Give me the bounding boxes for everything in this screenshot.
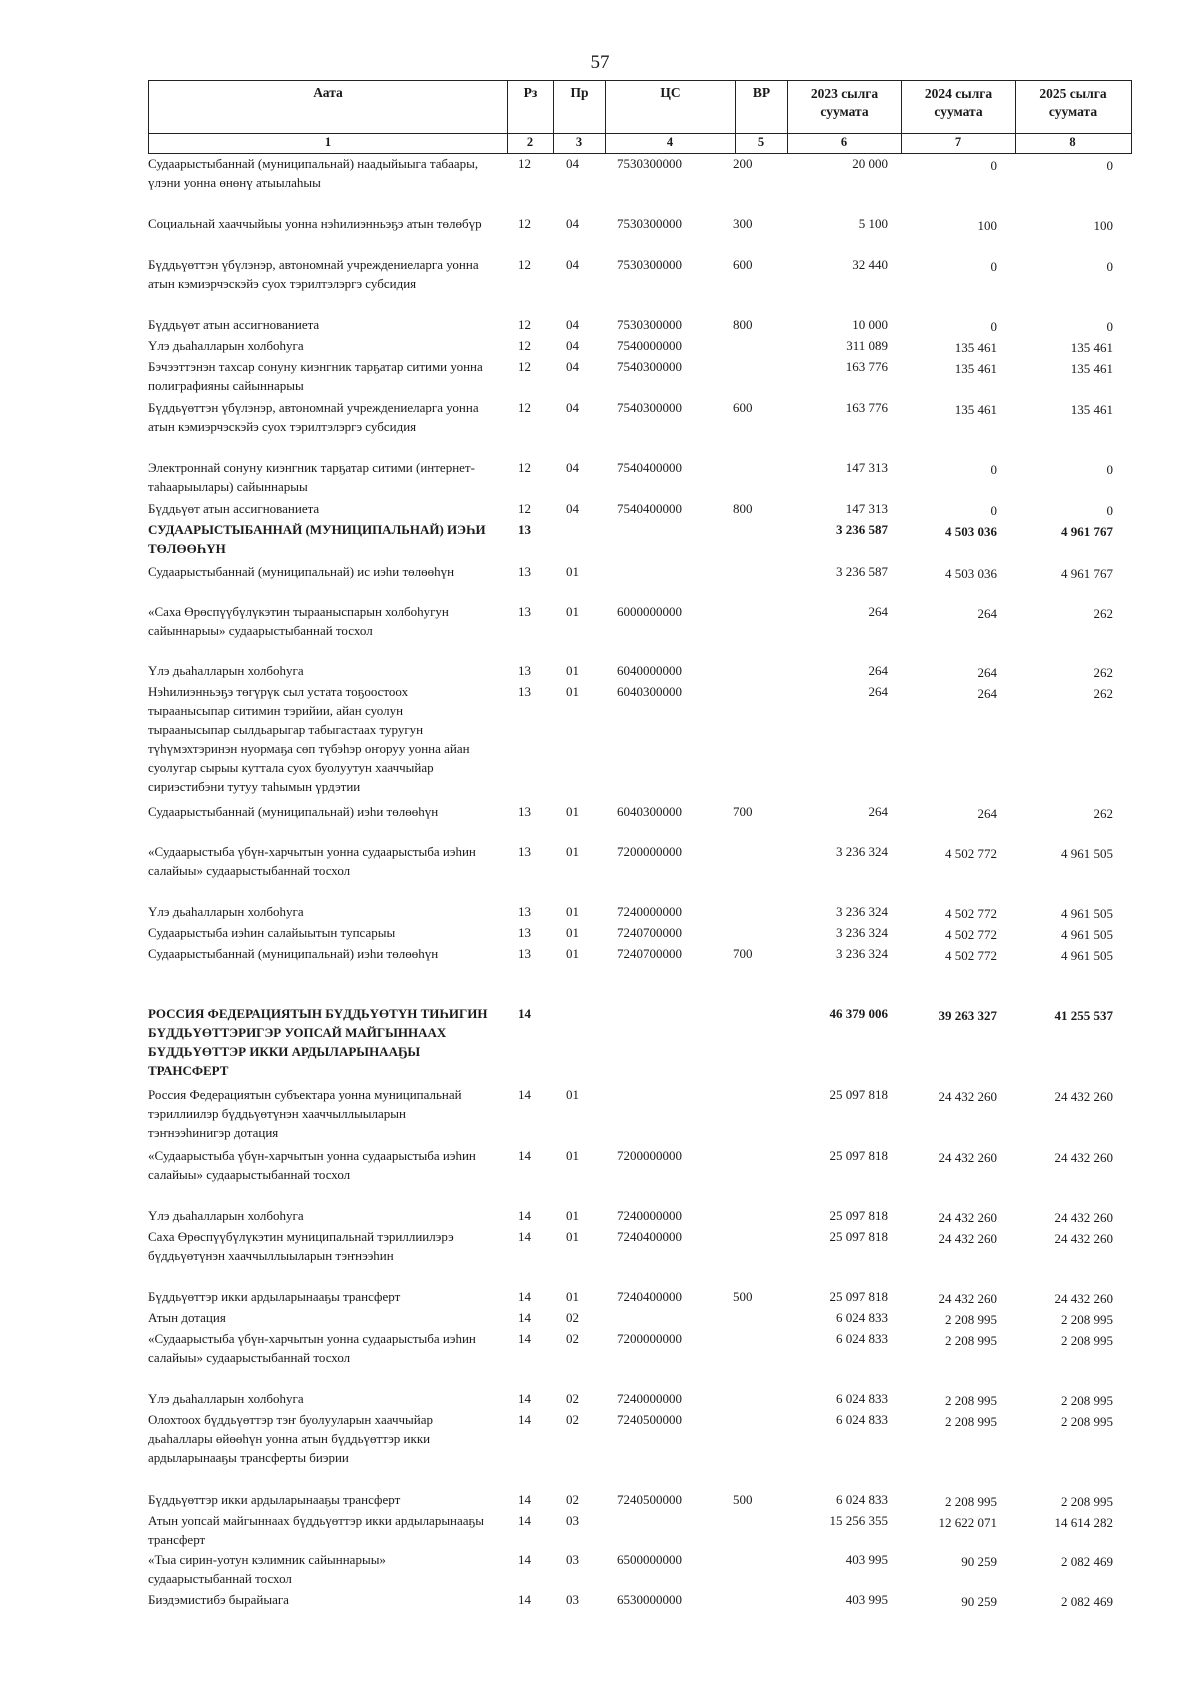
row-2023: 5 100 xyxy=(858,216,888,231)
row-2025: 2 208 995 xyxy=(1061,1312,1113,1327)
row-2024: 24 432 260 xyxy=(938,1150,997,1165)
row-2024: 2 208 995 xyxy=(945,1333,997,1348)
header-2025: 2025 сылга суумата xyxy=(1015,81,1130,153)
row-2024: 0 xyxy=(990,158,997,173)
row-name: Үлэ дьаһалларын холбоһуга xyxy=(148,1391,304,1406)
row-rz: 13 xyxy=(518,946,531,961)
row-2023: 15 256 355 xyxy=(829,1513,888,1528)
row-2025: 0 xyxy=(1106,503,1113,518)
row-name: Саха Өрөспүүбүлүкэтин муниципальнай тэриллиилэрэ бүддьүөтүнэн хааччыллыыларын тэҥнээһин xyxy=(148,1229,454,1263)
header-vr: ВР xyxy=(735,81,787,153)
row-cs: 7540300000 xyxy=(617,400,682,415)
row-pr: 03 xyxy=(566,1513,579,1528)
row-name: Үлэ дьаһалларын холбоһуга xyxy=(148,338,304,353)
row-name: Бүддьүөт атын ассигнованиета xyxy=(148,501,320,516)
row-cs: 7240000000 xyxy=(617,1208,682,1223)
row-pr: 02 xyxy=(566,1331,579,1346)
row-name: «Саха Өрөспүүбүлүкэтин тырааныспарын холбоһугун сайыннарыы» судаарыстыбаннай тосхол xyxy=(148,604,449,638)
row-rz: 14 xyxy=(518,1492,531,1507)
row-pr: 02 xyxy=(566,1391,579,1406)
row-rz: 12 xyxy=(518,501,531,516)
row-cs: 7540300000 xyxy=(617,359,682,374)
row-rz: 14 xyxy=(518,1552,531,1567)
row-name: Бүддьүөттэр икки ардыларынааҕы трансферт xyxy=(148,1492,401,1507)
row-name: «Судаарыстыба үбүн-харчытын уонна судаарыстыба иэһин салайыы» судаарыстыбаннай тосхол xyxy=(148,1331,476,1365)
row-2025: 24 432 260 xyxy=(1054,1089,1113,1104)
row-rz: 12 xyxy=(518,257,531,272)
row-2023: 264 xyxy=(868,604,888,619)
row-vr: 500 xyxy=(733,1492,753,1507)
row-pr: 04 xyxy=(566,501,579,516)
row-2025: 100 xyxy=(1093,218,1113,233)
row-2025: 4 961 505 xyxy=(1061,948,1113,963)
row-2023: 25 097 818 xyxy=(829,1229,888,1244)
row-cs: 7200000000 xyxy=(617,1148,682,1163)
row-cs: 7530300000 xyxy=(617,216,682,231)
row-cs: 6500000000 xyxy=(617,1552,682,1567)
row-name: Бүддьүөт атын ассигнованиета xyxy=(148,317,320,332)
row-2023: 163 776 xyxy=(845,400,888,415)
row-vr: 300 xyxy=(733,216,753,231)
row-pr: 01 xyxy=(566,946,579,961)
row-2025: 0 xyxy=(1106,462,1113,477)
row-pr: 04 xyxy=(566,359,579,374)
row-2024: 0 xyxy=(990,503,997,518)
row-cs: 7240500000 xyxy=(617,1492,682,1507)
row-pr: 01 xyxy=(566,1087,579,1102)
header-num-7: 7 xyxy=(954,135,962,149)
row-2025: 0 xyxy=(1106,158,1113,173)
header-num-6: 6 xyxy=(840,135,848,149)
row-2023: 147 313 xyxy=(845,501,888,516)
row-2025: 41 255 537 xyxy=(1054,1008,1113,1023)
row-rz: 14 xyxy=(518,1391,531,1406)
row-rz: 13 xyxy=(518,904,531,919)
row-2024: 0 xyxy=(990,462,997,477)
row-2024: 4 503 036 xyxy=(945,524,997,539)
row-2023: 3 236 587 xyxy=(836,564,888,579)
row-2023: 3 236 587 xyxy=(836,522,888,537)
row-2024: 4 502 772 xyxy=(945,906,997,921)
row-name: Судаарыстыба иэһин салайыытын тупсарыы xyxy=(148,925,396,940)
row-2024: 135 461 xyxy=(954,361,997,376)
row-2023: 6 024 833 xyxy=(836,1412,888,1427)
row-rz: 13 xyxy=(518,804,531,819)
row-name: Олохтоох бүддьүөттэр тэҥ буолууларын хааччыйар дьаһаллары өйөөһүн уонна атын бүддьүөттэр икки ардыларынааҕы трансферты биэрии xyxy=(148,1412,434,1465)
row-cs: 7240500000 xyxy=(617,1412,682,1427)
row-2023: 25 097 818 xyxy=(829,1208,888,1223)
row-name: Бүддьүөттэн үбүлэнэр, автономнай учреждениеларга уонна атын кэмиэрчэскэйэ суох тэрилтэлэргэ субсидия xyxy=(148,400,479,434)
row-2025: 262 xyxy=(1093,606,1113,621)
row-2024: 264 xyxy=(977,806,997,821)
row-name: «Тыа сирин-уотун кэлимник сайыннарыы» судаарыстыбаннай тосхол xyxy=(148,1552,386,1586)
row-2023: 3 236 324 xyxy=(836,904,888,919)
row-2023: 403 995 xyxy=(845,1552,888,1567)
row-rz: 14 xyxy=(518,1331,531,1346)
row-pr: 01 xyxy=(566,925,579,940)
row-cs: 7540400000 xyxy=(617,460,682,475)
row-rz: 14 xyxy=(518,1289,531,1304)
row-cs: 7540400000 xyxy=(617,501,682,516)
row-pr: 01 xyxy=(566,564,579,579)
row-2024: 4 502 772 xyxy=(945,927,997,942)
row-pr: 02 xyxy=(566,1310,579,1325)
row-2024: 2 208 995 xyxy=(945,1312,997,1327)
row-vr: 800 xyxy=(733,317,753,332)
row-2024: 4 502 772 xyxy=(945,846,997,861)
row-pr: 02 xyxy=(566,1492,579,1507)
row-pr: 04 xyxy=(566,156,579,171)
row-cs: 6040000000 xyxy=(617,663,682,678)
row-pr: 04 xyxy=(566,257,579,272)
row-pr: 03 xyxy=(566,1592,579,1607)
row-rz: 14 xyxy=(518,1310,531,1325)
header-num-5: 5 xyxy=(757,135,765,149)
row-2025: 4 961 505 xyxy=(1061,906,1113,921)
row-pr: 03 xyxy=(566,1552,579,1567)
row-name: Судаарыстыбаннай (муниципальнай) ис иэһи төлөөһүн xyxy=(148,564,455,579)
row-2023: 3 236 324 xyxy=(836,844,888,859)
row-2023: 3 236 324 xyxy=(836,925,888,940)
row-2024: 264 xyxy=(977,686,997,701)
row-2025: 2 208 995 xyxy=(1061,1414,1113,1429)
row-name: РОССИЯ ФЕДЕРАЦИЯТЫН БҮДДЬҮӨТҮН ТИҺИГИН БҮДДЬҮӨТТЭРИГЭР УОПСАЙ МАЙГЫННААХ БҮДДЬҮӨТТЭР ИККИ АРДЫЛАРЫНААҔЫ ТРАНСФЕРТ xyxy=(148,1006,488,1078)
row-vr: 700 xyxy=(733,804,753,819)
row-2025: 2 082 469 xyxy=(1061,1594,1113,1609)
row-2025: 135 461 xyxy=(1070,340,1113,355)
row-2025: 4 961 505 xyxy=(1061,846,1113,861)
row-rz: 13 xyxy=(518,844,531,859)
header-2023: 2023 сылга суумата xyxy=(787,81,901,153)
row-2024: 24 432 260 xyxy=(938,1089,997,1104)
row-2025: 24 432 260 xyxy=(1054,1150,1113,1165)
row-2024: 2 208 995 xyxy=(945,1414,997,1429)
row-name: Атын дотация xyxy=(148,1310,226,1325)
row-2025: 4 961 505 xyxy=(1061,927,1113,942)
row-rz: 13 xyxy=(518,925,531,940)
row-cs: 6530000000 xyxy=(617,1592,682,1607)
row-pr: 01 xyxy=(566,904,579,919)
row-cs: 7530300000 xyxy=(617,257,682,272)
row-rz: 12 xyxy=(518,400,531,415)
row-2025: 24 432 260 xyxy=(1054,1210,1113,1225)
row-rz: 14 xyxy=(518,1412,531,1427)
row-pr: 04 xyxy=(566,317,579,332)
row-2025: 14 614 282 xyxy=(1054,1515,1113,1530)
header-num-8: 8 xyxy=(1069,135,1076,149)
header-pr: Пр xyxy=(553,81,605,153)
row-2025: 0 xyxy=(1106,259,1113,274)
row-2023: 6 024 833 xyxy=(836,1492,888,1507)
row-2023: 6 024 833 xyxy=(836,1391,888,1406)
row-2024: 135 461 xyxy=(954,340,997,355)
row-name: Россия Федерациятын субъектара уонна муниципальнай тэриллиилэр бүддьүөтүнэн хааччыллыыларын тэҥнээһинигэр дотация xyxy=(148,1087,462,1140)
row-pr: 04 xyxy=(566,216,579,231)
row-vr: 600 xyxy=(733,400,753,415)
row-2024: 90 259 xyxy=(961,1594,997,1609)
row-2023: 25 097 818 xyxy=(829,1289,888,1304)
row-2025: 262 xyxy=(1093,665,1113,680)
row-rz: 12 xyxy=(518,156,531,171)
row-2024: 24 432 260 xyxy=(938,1291,997,1306)
row-2025: 24 432 260 xyxy=(1054,1231,1113,1246)
row-cs: 7540000000 xyxy=(617,338,682,353)
row-cs: 7240400000 xyxy=(617,1289,682,1304)
row-cs: 7240700000 xyxy=(617,946,682,961)
row-2023: 311 089 xyxy=(846,338,888,353)
row-pr: 02 xyxy=(566,1412,579,1427)
row-2024: 24 432 260 xyxy=(938,1231,997,1246)
row-2024: 264 xyxy=(977,665,997,680)
row-cs: 7240000000 xyxy=(617,904,682,919)
row-2023: 147 313 xyxy=(845,460,888,475)
row-2024: 39 263 327 xyxy=(938,1008,997,1023)
row-pr: 01 xyxy=(566,663,579,678)
row-2025: 0 xyxy=(1106,319,1113,334)
row-2023: 264 xyxy=(868,684,888,699)
row-2025: 2 082 469 xyxy=(1061,1554,1113,1569)
row-name: Үлэ дьаһалларын холбоһуга xyxy=(148,904,304,919)
row-rz: 12 xyxy=(518,338,531,353)
row-name: «Судаарыстыба үбүн-харчытын уонна судаарыстыба иэһин салайыы» судаарыстыбаннай тосхол xyxy=(148,1148,476,1182)
row-2023: 46 379 006 xyxy=(829,1006,888,1021)
row-2023: 32 440 xyxy=(852,257,888,272)
row-2025: 2 208 995 xyxy=(1061,1393,1113,1408)
header-num-1: 1 xyxy=(324,135,332,149)
row-vr: 700 xyxy=(733,946,753,961)
row-pr: 01 xyxy=(566,804,579,819)
row-cs: 7240400000 xyxy=(617,1229,682,1244)
row-2023: 6 024 833 xyxy=(836,1310,888,1325)
row-cs: 7240700000 xyxy=(617,925,682,940)
row-name: Үлэ дьаһалларын холбоһуга xyxy=(148,1208,304,1223)
row-cs: 7530300000 xyxy=(617,317,682,332)
row-name: Бүддьүөттэн үбүлэнэр, автономнай учреждениеларга уонна атын кэмиэрчэскэйэ суох тэрилтэлэргэ субсидия xyxy=(148,257,479,291)
row-rz: 13 xyxy=(518,663,531,678)
row-2025: 2 208 995 xyxy=(1061,1494,1113,1509)
row-name: Электроннай сонуну киэнгник тарҕатар ситими (интернет-таһаарыылары) сайыннарыы xyxy=(148,460,475,494)
row-2024: 90 259 xyxy=(961,1554,997,1569)
row-name: «Судаарыстыба үбүн-харчытын уонна судаарыстыба иэһин салайыы» судаарыстыбаннай тосхол xyxy=(148,844,476,878)
row-pr: 04 xyxy=(566,400,579,415)
row-rz: 13 xyxy=(518,684,531,699)
row-cs: 7530300000 xyxy=(617,156,682,171)
row-2025: 135 461 xyxy=(1070,361,1113,376)
row-name: СУДААРЫСТЫБАННАЙ (МУНИЦИПАЛЬНАЙ) ИЭҺИ ТӨЛӨӨҺҮН xyxy=(148,522,486,556)
row-2025: 262 xyxy=(1093,686,1113,701)
row-name: Судаарыстыбаннай (муниципальнай) наадыйыыга табаары, үлэни уонна өнөнү атыылаһыы xyxy=(148,156,479,190)
row-rz: 12 xyxy=(518,317,531,332)
row-name: Бэчээттэнэн тахсар сонуну киэнгник тарҕатар ситими уонна полиграфияны сайыннарыы xyxy=(148,359,483,393)
row-pr: 01 xyxy=(566,684,579,699)
row-rz: 14 xyxy=(518,1087,531,1102)
row-2023: 25 097 818 xyxy=(829,1087,888,1102)
row-2024: 4 502 772 xyxy=(945,948,997,963)
header-cs: ЦС xyxy=(605,81,735,153)
row-vr: 600 xyxy=(733,257,753,272)
row-pr: 01 xyxy=(566,844,579,859)
row-rz: 14 xyxy=(518,1229,531,1244)
row-2025: 2 208 995 xyxy=(1061,1333,1113,1348)
row-2025: 24 432 260 xyxy=(1054,1291,1113,1306)
row-2024: 135 461 xyxy=(954,402,997,417)
row-pr: 04 xyxy=(566,338,579,353)
row-2023: 25 097 818 xyxy=(829,1148,888,1163)
header-name: Аата xyxy=(313,85,343,100)
header-num-2: 2 xyxy=(526,135,534,149)
row-name: Социальнай хааччыйыы уонна нэһилиэнньэҕэ атын төлөбүр xyxy=(148,216,482,231)
row-rz: 14 xyxy=(518,1148,531,1163)
row-2025: 262 xyxy=(1093,806,1113,821)
row-rz: 14 xyxy=(518,1513,531,1528)
row-2023: 264 xyxy=(868,663,888,678)
row-name: Үлэ дьаһалларын холбоһуга xyxy=(148,663,304,678)
row-2024: 2 208 995 xyxy=(945,1494,997,1509)
row-2023: 3 236 324 xyxy=(836,946,888,961)
row-cs: 6040300000 xyxy=(617,804,682,819)
row-pr: 01 xyxy=(566,604,579,619)
header-num-3: 3 xyxy=(575,135,583,149)
row-2024: 0 xyxy=(990,259,997,274)
row-rz: 14 xyxy=(518,1208,531,1223)
row-cs: 7240000000 xyxy=(617,1391,682,1406)
row-rz: 13 xyxy=(518,564,531,579)
row-2024: 24 432 260 xyxy=(938,1210,997,1225)
row-vr: 500 xyxy=(733,1289,753,1304)
row-cs: 7200000000 xyxy=(617,844,682,859)
row-2025: 4 961 767 xyxy=(1061,524,1113,539)
row-rz: 13 xyxy=(518,522,531,537)
row-name: Судаарыстыбаннай (муниципальнай) иэһи төлөөһүн xyxy=(148,946,439,961)
row-2024: 100 xyxy=(977,218,997,233)
row-2024: 4 503 036 xyxy=(945,566,997,581)
row-2023: 20 000 xyxy=(852,156,888,171)
row-name: Биэдэмистибэ бырайыага xyxy=(148,1592,289,1607)
row-pr: 01 xyxy=(566,1229,579,1244)
row-2024: 12 622 071 xyxy=(938,1515,997,1530)
row-2023: 10 000 xyxy=(852,317,888,332)
row-rz: 14 xyxy=(518,1592,531,1607)
row-vr: 800 xyxy=(733,501,753,516)
header-num-4: 4 xyxy=(666,135,674,149)
row-2024: 0 xyxy=(990,319,997,334)
row-pr: 04 xyxy=(566,460,579,475)
header-2024: 2024 сылга суумата xyxy=(901,81,1015,153)
row-2024: 264 xyxy=(977,606,997,621)
row-name: Нэһилиэнньэҕэ төгүрүк сыл устата тоҕоостоох тыраанысыпар ситимин тэрийии, айан суолун тыраанысыпар сылдьарыгар табыгастаах туругун түһүмэхтэринэн нуормаҕа сөп түбэһэр оҥоруу уонна айан суолугар сырыы куттала суох буолуутун хааччыйар сириэстибэни тутуу таһымын үрдэтии xyxy=(148,684,470,794)
row-name: Атын уопсай майгыннаах бүддьүөттэр икки ардыларынааҕы трансферт xyxy=(148,1513,484,1547)
row-pr: 01 xyxy=(566,1148,579,1163)
row-rz: 12 xyxy=(518,359,531,374)
row-2024: 2 208 995 xyxy=(945,1393,997,1408)
row-rz: 13 xyxy=(518,604,531,619)
row-2023: 6 024 833 xyxy=(836,1331,888,1346)
row-rz: 12 xyxy=(518,460,531,475)
row-cs: 6040300000 xyxy=(617,684,682,699)
row-2025: 4 961 767 xyxy=(1061,566,1113,581)
row-vr: 200 xyxy=(733,156,753,171)
row-2023: 264 xyxy=(868,804,888,819)
page-number: 57 xyxy=(590,52,610,73)
row-name: Бүддьүөттэр икки ардыларынааҕы трансферт xyxy=(148,1289,401,1304)
row-cs: 6000000000 xyxy=(617,604,682,619)
row-2023: 403 995 xyxy=(845,1592,888,1607)
row-name: Судаарыстыбаннай (муниципальнай) иэһи төлөөһүн xyxy=(148,804,439,819)
row-pr: 01 xyxy=(566,1289,579,1304)
row-cs: 7200000000 xyxy=(617,1331,682,1346)
row-rz: 12 xyxy=(518,216,531,231)
row-2023: 163 776 xyxy=(845,359,888,374)
row-rz: 14 xyxy=(518,1006,531,1021)
header-rz: Рз xyxy=(507,81,553,153)
row-2025: 135 461 xyxy=(1070,402,1113,417)
row-pr: 01 xyxy=(566,1208,579,1223)
